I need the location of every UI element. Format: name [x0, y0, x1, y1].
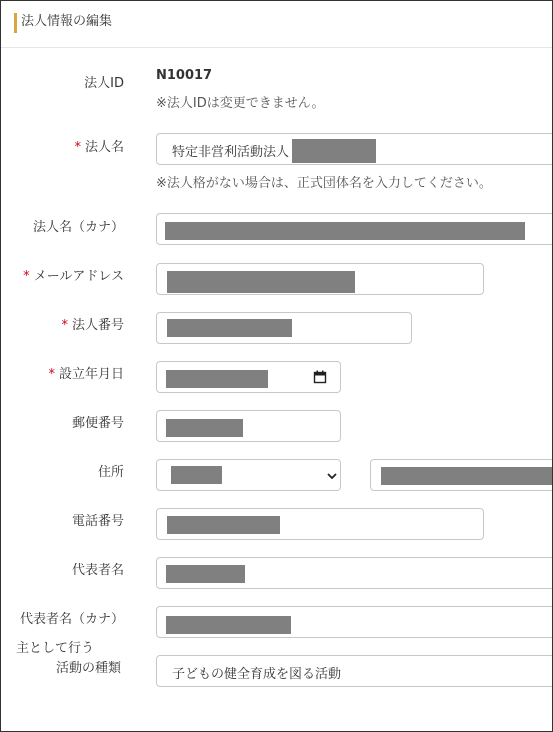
redacted-phone — [167, 516, 280, 534]
activity-type-select[interactable] — [156, 655, 553, 687]
calendar-icon[interactable] — [313, 370, 327, 384]
postal-label — [72, 415, 124, 433]
chevron-down-icon — [325, 469, 339, 483]
rep-name-label — [72, 562, 124, 580]
redacted-corp-number — [167, 319, 292, 337]
email-input[interactable] — [156, 263, 484, 295]
corp-name-kana-input[interactable] — [156, 213, 553, 245]
redacted-address — [381, 467, 553, 485]
required-mark: * — [61, 318, 68, 333]
panel-header — [1, 1, 552, 48]
corp-name-kana-label-text: 法人名（カナ） — [32, 220, 124, 235]
corp-number-label-text: 法人番号 — [71, 318, 124, 333]
activity-type-value: 子どもの健全育成を図る活動 — [172, 667, 342, 682]
rep-name-kana-input[interactable] — [156, 606, 553, 638]
corp-id-value: N10017 — [156, 68, 213, 83]
corp-number-input[interactable] — [156, 312, 412, 344]
corp-name-kana-label — [33, 219, 124, 237]
phone-input[interactable] — [156, 508, 484, 540]
address-input[interactable] — [370, 459, 553, 491]
corp-name-note: ※法人格がない場合は、正式団体名を入力してください。 — [156, 176, 492, 191]
established-label-text: 設立年月日 — [58, 367, 124, 382]
redacted-rep-name-kana — [166, 616, 291, 634]
activity-label-line1: 主として行う — [16, 641, 95, 656]
prefecture-select[interactable] — [156, 459, 341, 491]
rep-name-kana-label — [20, 611, 124, 629]
corp-name-label — [74, 139, 124, 157]
address-label-text: 住所 — [97, 465, 124, 480]
established-label — [48, 366, 124, 384]
redacted-postal — [166, 419, 243, 437]
rep-name-kana-label-text: 代表者名（カナ） — [19, 612, 124, 627]
redacted-established-date — [166, 370, 268, 388]
corp-name-value: 特定非営利活動法人 — [172, 145, 290, 160]
corp-id-label — [84, 75, 124, 93]
required-mark: * — [23, 269, 30, 284]
required-mark: * — [48, 367, 55, 382]
redacted-corp-name-kana — [165, 222, 525, 240]
corp-id-note: ※法人IDは変更できません。 — [156, 96, 325, 111]
header-accent-bar — [14, 13, 17, 33]
corp-number-label — [61, 317, 124, 335]
email-label — [23, 268, 124, 286]
corp-id-label-text: 法人ID — [84, 76, 124, 91]
corp-name-input[interactable] — [156, 133, 553, 165]
phone-label — [72, 513, 124, 531]
activity-label-line2: 活動の種類 — [56, 661, 122, 676]
redacted-email — [167, 271, 355, 293]
postal-label-text: 郵便番号 — [71, 416, 124, 431]
postal-input[interactable] — [156, 410, 341, 442]
redacted-corp-name — [292, 139, 376, 163]
email-label-text: メールアドレス — [33, 269, 124, 284]
established-date-input[interactable] — [156, 361, 341, 393]
redacted-rep-name — [166, 565, 245, 583]
required-mark: * — [74, 140, 81, 155]
redacted-prefecture — [171, 466, 222, 484]
phone-label-text: 電話番号 — [71, 514, 124, 529]
rep-name-label-text: 代表者名 — [71, 563, 124, 578]
address-label — [98, 464, 124, 482]
page-title: 法人情報の編集 — [21, 14, 113, 29]
rep-name-input[interactable] — [156, 557, 553, 589]
corp-name-label-text: 法人名 — [84, 140, 124, 155]
